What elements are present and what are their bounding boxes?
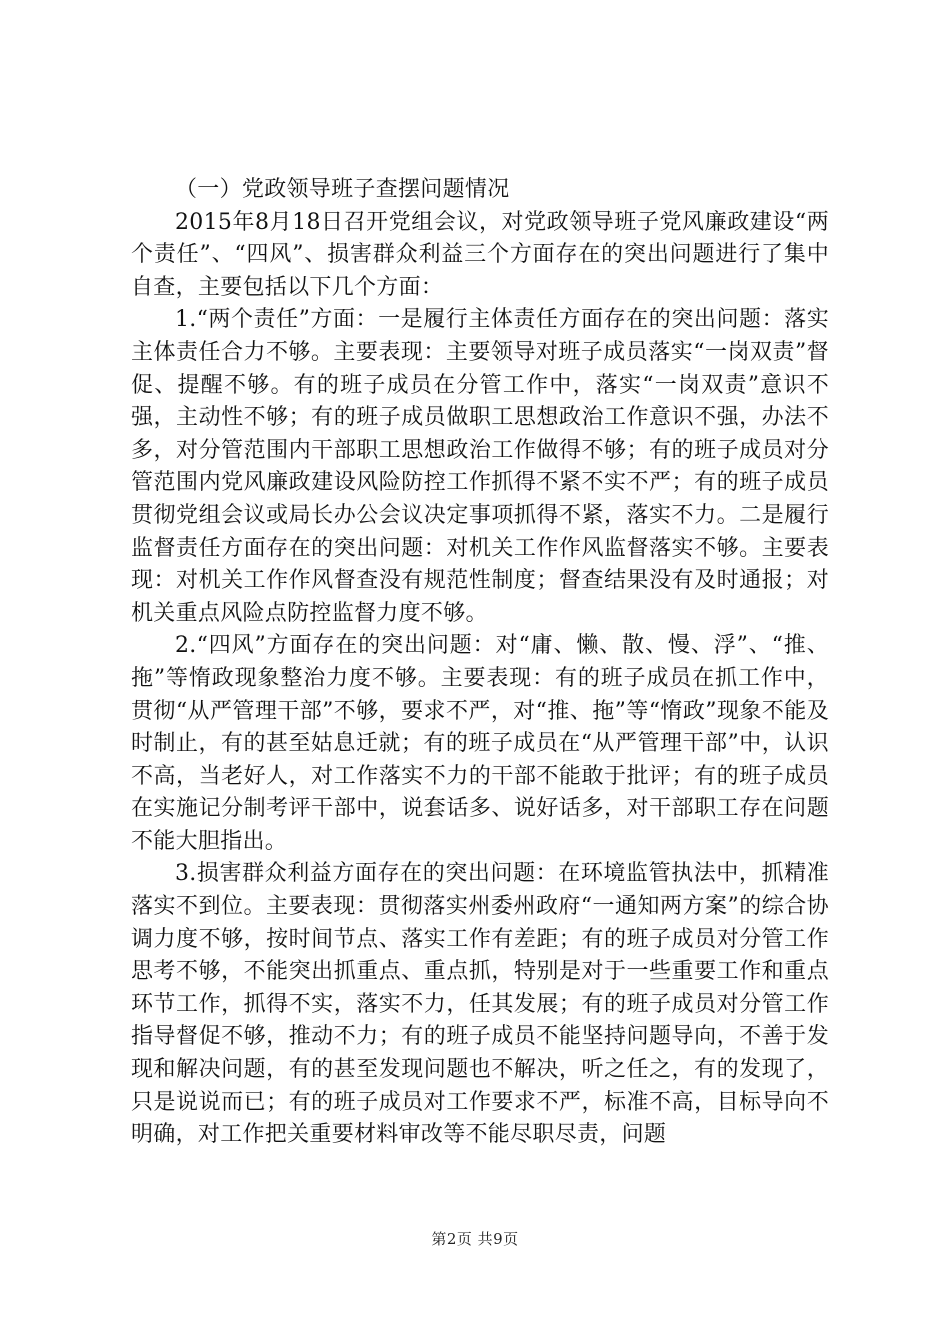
document-body xyxy=(131,174,829,1152)
paragraph-intro: 2015年8月18日召开党组会议，对党政领导班子党风廉政建设“两个责任”、“四风”、损害群众利益三个方面存在的突出问题进行了集中自查，主要包括以下几个方面： xyxy=(131,209,829,300)
section-heading: （一）党政领导班子查摆问题情况 xyxy=(175,177,510,202)
paragraph-four-winds: 2.“四风”方面存在的突出问题：对“庸、懒、散、慢、浮”、“推、拖”等惰政现象整治力度不够。主要表现：有的班子成员在抓工作中，贯彻“从严管理干部”不够，要求不严，对“推、拖”等“惰政”现象不能及时制止，有的甚至姑息迁就；有的班子成员在“从严管理干部”中，认识不高，当老好人，对工作落实不力的干部不能敢于批评；有的班子成员在实施记分制考评干部中，说套话多、说好话多，对干部职工存在问题不能大胆指出。 xyxy=(131,633,829,854)
page-number-footer: 第2页 共9页 xyxy=(431,1230,519,1248)
paragraph-two-responsibilities: 1.“两个责任”方面：一是履行主体责任方面存在的突出问题：落实主体责任合力不够。主要表现：主要领导对班子成员落实“一岗双责”督促、提醒不够。有的班子成员在分管工作中，落实“一岗双责”意识不强，主动性不够；有的班子成员做职工思想政治工作意识不强，办法不多，对分管范围内干部职工思想政治工作做得不够；有的班子成员对分管范围内党风廉政建设风险防控工作抓得不紧不实不严；有的班子成员贯彻党组会议或局长办公会议决定事项抓得不紧，落实不力。二是履行监督责任方面存在的突出问题：对机关工作作风监督落实不够。主要表现：对机关工作作风督查没有规范性制度；督查结果没有及时通报；对机关重点风险点防控监督力度不够。 xyxy=(131,307,829,626)
paragraph-public-interest: 3.损害群众利益方面存在的突出问题：在环境监管执法中，抓精准落实不到位。主要表现：贯彻落实州委州政府“一通知两方案”的综合协调力度不够，按时间节点、落实工作有差距；有的班子成员对分管工作思考不够，不能突出抓重点、重点抓，特别是对于一些重要工作和重点环节工作，抓得不实，落实不力，任其发展；有的班子成员对分管工作指导督促不够，推动不力；有的班子成员不能坚持问题导向，不善于发现和解决问题，有的甚至发现问题也不解决，听之任之，有的发现了，只是说说而已；有的班子成员对工作要求不严，标准不高，目标导向不明确，对工作把关重要材料审改等不能尽职尽责，问题 xyxy=(131,861,829,1148)
